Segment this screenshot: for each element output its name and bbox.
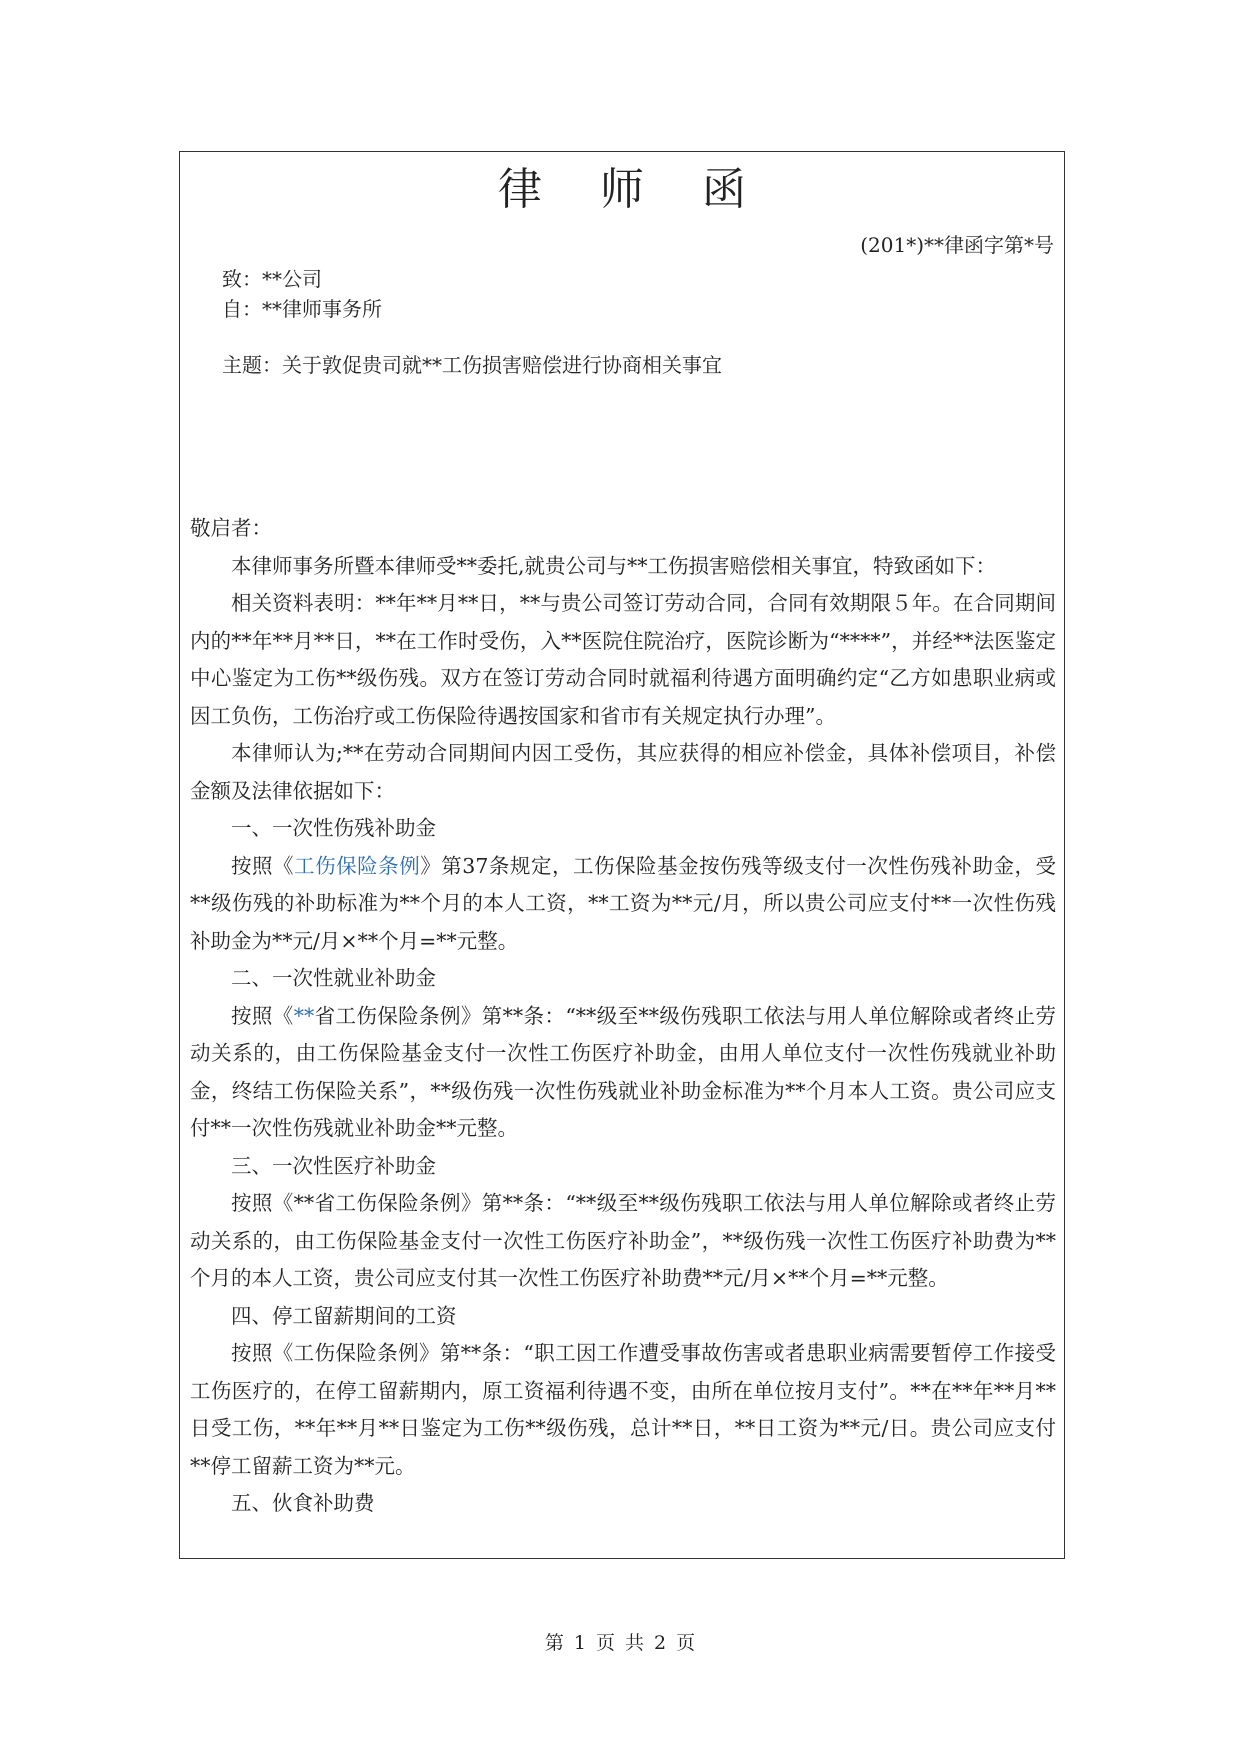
section-2-prefix: 按照《 (231, 1003, 294, 1028)
regulation-link[interactable]: 工伤保险条例 (294, 853, 421, 878)
page-number: 第 1 页 共 2 页 (544, 1632, 696, 1654)
section-1-prefix: 按照《 (231, 853, 295, 878)
section-paragraph-1 (190, 848, 1056, 961)
letter-title: 律 师 函 (498, 164, 768, 215)
section-1-rest: 》第37条规定，工伤保险基金按伤残等级支付一次性伤残补助金，受**级伤残的补助标准为**个月的本人工资，**工资为**元/月，所以贵公司应支付**一次性伤残补助金为**元/月×**个月=**元整。 (190, 853, 1057, 953)
facts-paragraph: 相关资料表明：**年**月**日，**与贵公司签订劳动合同，合同有效期限５年。在合同期间内的**年**月**日，**在工作时受伤，入**医院住院治疗，医院诊断为“****”，并经**法医鉴定中心鉴定为工伤**级伤残。双方在签订劳动合同时就福利待遇方面明确约定“乙方如患职业病或因工负伤，工伤治疗或工伤保险待遇按国家和省市有关规定执行办理”。 (190, 591, 1056, 728)
section-heading-3: 三、一次性医疗补助金 (231, 1153, 436, 1178)
reference-number: (201*)**律函字第*号 (860, 233, 1054, 257)
section-heading-4: 四、停工留薪期间的工资 (231, 1303, 457, 1328)
section-heading-1: 一、一次性伤残补助金 (231, 816, 436, 840)
intro-paragraph: 本律师事务所暨本律师受**委托,就贵公司与**工伤损害赔偿相关事宜，特致函如下： (231, 553, 997, 578)
letter-frame (179, 151, 1065, 1559)
subject-line: 主题：关于敦促贵司就**工伤损害赔偿进行协商相关事宜 (222, 353, 722, 377)
section-heading-2: 二、一次性就业补助金 (231, 966, 436, 990)
section-paragraph-3: 按照《**省工伤保险条例》第**条：“**级至**级伤残职工依法与用人单位解除或者终止劳动关系的，由工伤保险基金支付一次性工伤医疗补助金”，**级伤残一次性工伤医疗补助费为**个月的本人工资，贵公司应支付其一次性工伤医疗补助费**元/月×**个月=**元整。 (190, 1191, 1056, 1290)
section-2-rest: 省工伤保险条例》第**条：“**级至**级伤残职工依法与用人单位解除或者终止劳动关系的，由工伤保险基金支付一次性工伤医疗补助金，由用人单位支付一次性伤残就业补助金，终结工伤保险关系”，**级伤残一次性伤残就业补助金标准为**个月本人工资。贵公司应支付**一次性伤残就业补助金**元整。 (190, 1003, 1056, 1140)
letter-body (190, 510, 1056, 1523)
sender-line: 自：**律师事务所 (222, 297, 382, 321)
province-link[interactable]: ** (293, 1003, 315, 1028)
recipient-line: 致：**公司 (222, 267, 322, 291)
section-paragraph-4: 按照《工伤保险条例》第**条：“职工因工作遭受事故伤害或者患职业病需要暂停工作接受工伤医疗的，在停工留薪期内，原工资福利待遇不变，由所在单位按月支付”。**在**年**月**日受工伤，**年**月**日鉴定为工伤**级伤残，总计**日，**日工资为**元/日。贵公司应支付**停工留薪工资为**元。 (190, 1341, 1056, 1478)
section-heading-5: 五、伙食补助费 (231, 1491, 375, 1515)
section-paragraph-2 (190, 998, 1056, 1148)
salutation: 敬启者： (190, 516, 272, 540)
opinion-paragraph: 本律师认为;**在劳动合同期间内因工受伤，其应获得的相应补偿金，具体补偿项目，补偿金额及法律依据如下： (190, 741, 1056, 803)
